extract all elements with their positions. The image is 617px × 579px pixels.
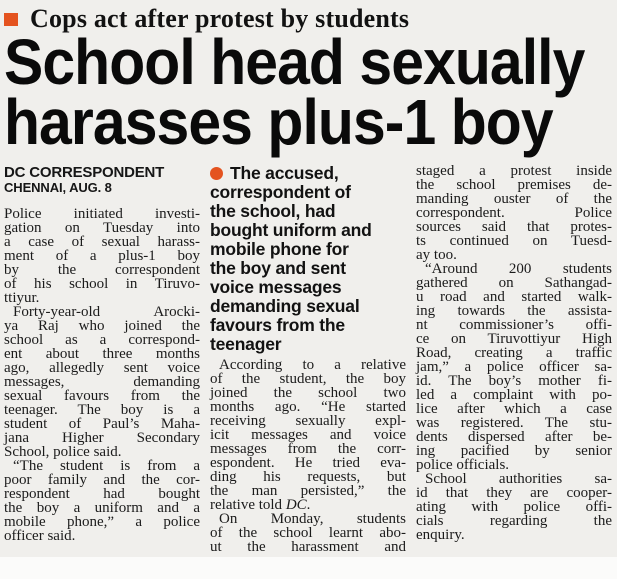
body-text-line: police officials. [416,457,510,473]
body-text-line: ding his requests, but [210,469,406,485]
body-text-line: manding ouster of the [416,191,612,207]
body-text-line: poor family and the cor- [4,472,200,488]
pullquote-line: voice messages [210,277,342,297]
body-text-line: ing towards the assista- [416,303,612,319]
body-text-line: the school premises de- [416,177,612,193]
headline-line-1: School head sexually [4,26,585,98]
body-text-line: enquiry. [416,527,465,543]
body-text-line: gation on Tuesday into [4,220,200,236]
body-text-line: of the student, the boy [210,371,406,387]
article-column-2 [210,164,406,554]
pullquote-line: bought uniform and [210,220,372,240]
body-text-line: jana Higher Secondary [4,430,200,446]
body-text-line: sources said that protes- [416,219,612,235]
byline-block [4,164,200,195]
dateline: CHENNAI, AUG. 8 [4,180,112,195]
body-text-line: a case of sexual harass- [4,234,200,250]
body-text-line: According to a relative [219,357,406,373]
pullquote-line: correspondent of [210,182,351,202]
pullquote [210,164,406,354]
article-column-1 [4,164,200,554]
body-text-line: id that they are cooper- [416,485,612,501]
body-text-line: by the correspondent [4,262,200,278]
body-text-line: ts continued on Tuesd- [416,233,612,249]
publication-name: DC [285,497,307,513]
body-text-line: School, police said. [4,444,122,460]
body-text-line: the man persisted,” the [210,483,406,499]
body-text-line: u road and started walk- [416,289,612,305]
body-text-line: ay too. [416,247,457,263]
body-text-block [4,207,200,543]
body-text-line: messages from the corr- [210,441,406,457]
body-text-line: School authorities sa- [425,471,612,487]
article-column-3 [416,164,612,554]
body-text-line: ating with police offi- [416,499,612,515]
article-columns [4,164,613,554]
body-text-line: of the school learnt abo- [210,525,406,541]
pullquote-line: mobile phone for [210,239,349,259]
orange-dot-icon [210,167,223,180]
byline: DC CORRESPONDENT [4,164,165,181]
body-text-line: ce on Tiruvottiyur High [416,331,612,347]
text-segment: relative told [210,497,286,513]
body-text-line: correspondent. Police [416,205,612,221]
body-text-line: ttiyur. [4,290,40,306]
body-text-line: ment of a plus-1 boy [4,248,200,264]
pullquote-line: demanding sexual [210,296,360,316]
body-text-line: dents dispersed after be- [416,429,612,445]
pullquote-line: the school, had [210,201,336,221]
body-text-line: cials regarding the [416,513,612,529]
body-text-line: “The student is from a [13,458,200,474]
main-headline [4,26,613,158]
body-text-line: nt commissioner’s offi- [416,317,612,333]
body-text-line: mobile phone,” a police [4,514,200,530]
body-text-line: staged a protest inside [416,163,612,179]
body-text-line: the boy a uniform and a [4,500,200,516]
body-text-line: months ago. “He started [210,399,406,415]
body-text-line: lice after which a case [416,401,612,417]
body-text-line: Road, creating a traffic [416,345,612,361]
body-text-line: ya Raj who joined the [4,318,200,334]
body-text-line: ent about three months [4,346,200,362]
kicker-text: Cops act after protest by students [30,3,410,33]
pullquote-line: the boy and sent [210,258,346,278]
body-text-line: receiving sexually expl- [210,413,406,429]
body-text-line: was registered. The stu- [416,415,612,431]
text-segment: . [306,497,311,513]
body-text-line: teenager. The boy is a [4,402,200,418]
body-text-line [210,498,406,512]
headline-line-2: harasses plus-1 boy [4,86,553,158]
red-square-icon [4,13,18,26]
body-text-line: student of Paul’s Maha- [4,416,200,432]
body-text-line: icit messages and voice [210,427,406,443]
body-text-line: id. The boy’s mother fi- [416,373,612,389]
body-text-line: “Around 200 students [425,261,612,277]
body-text-line: gathered on Sathangad- [416,275,612,291]
body-text-line: joined the school two [210,385,406,401]
body-text-line: respondent had bought [4,486,200,502]
body-text-line: On Monday, students [219,511,406,527]
body-text-block [210,358,406,554]
body-text-line: jam,” a police officer sa- [416,359,612,375]
body-text-line: ing pacified by senior [416,443,612,459]
body-text-line: of his school in Tiruvo- [4,276,200,292]
body-text-line: espondent. He tried eva- [210,455,406,471]
body-text-line: ago, allegedly sent voice [4,360,200,376]
body-text-line: Police initiated investi- [4,206,200,222]
pullquote-line: favours from the [210,315,345,335]
body-text-block [416,164,612,542]
pullquote-line: The accused, [210,164,406,183]
body-text-line: school as a correspond- [4,332,200,348]
body-text-line: sexual favours from the [4,388,200,404]
body-text-line: led a complaint with po- [416,387,612,403]
body-text-line: Forty-year-old Arocki- [13,304,200,320]
body-text-line: messages, demanding [4,374,200,390]
body-text-line: ut the harassment and [210,539,406,555]
pullquote-line: teenager [210,334,282,354]
body-text-line: officer said. [4,528,76,544]
